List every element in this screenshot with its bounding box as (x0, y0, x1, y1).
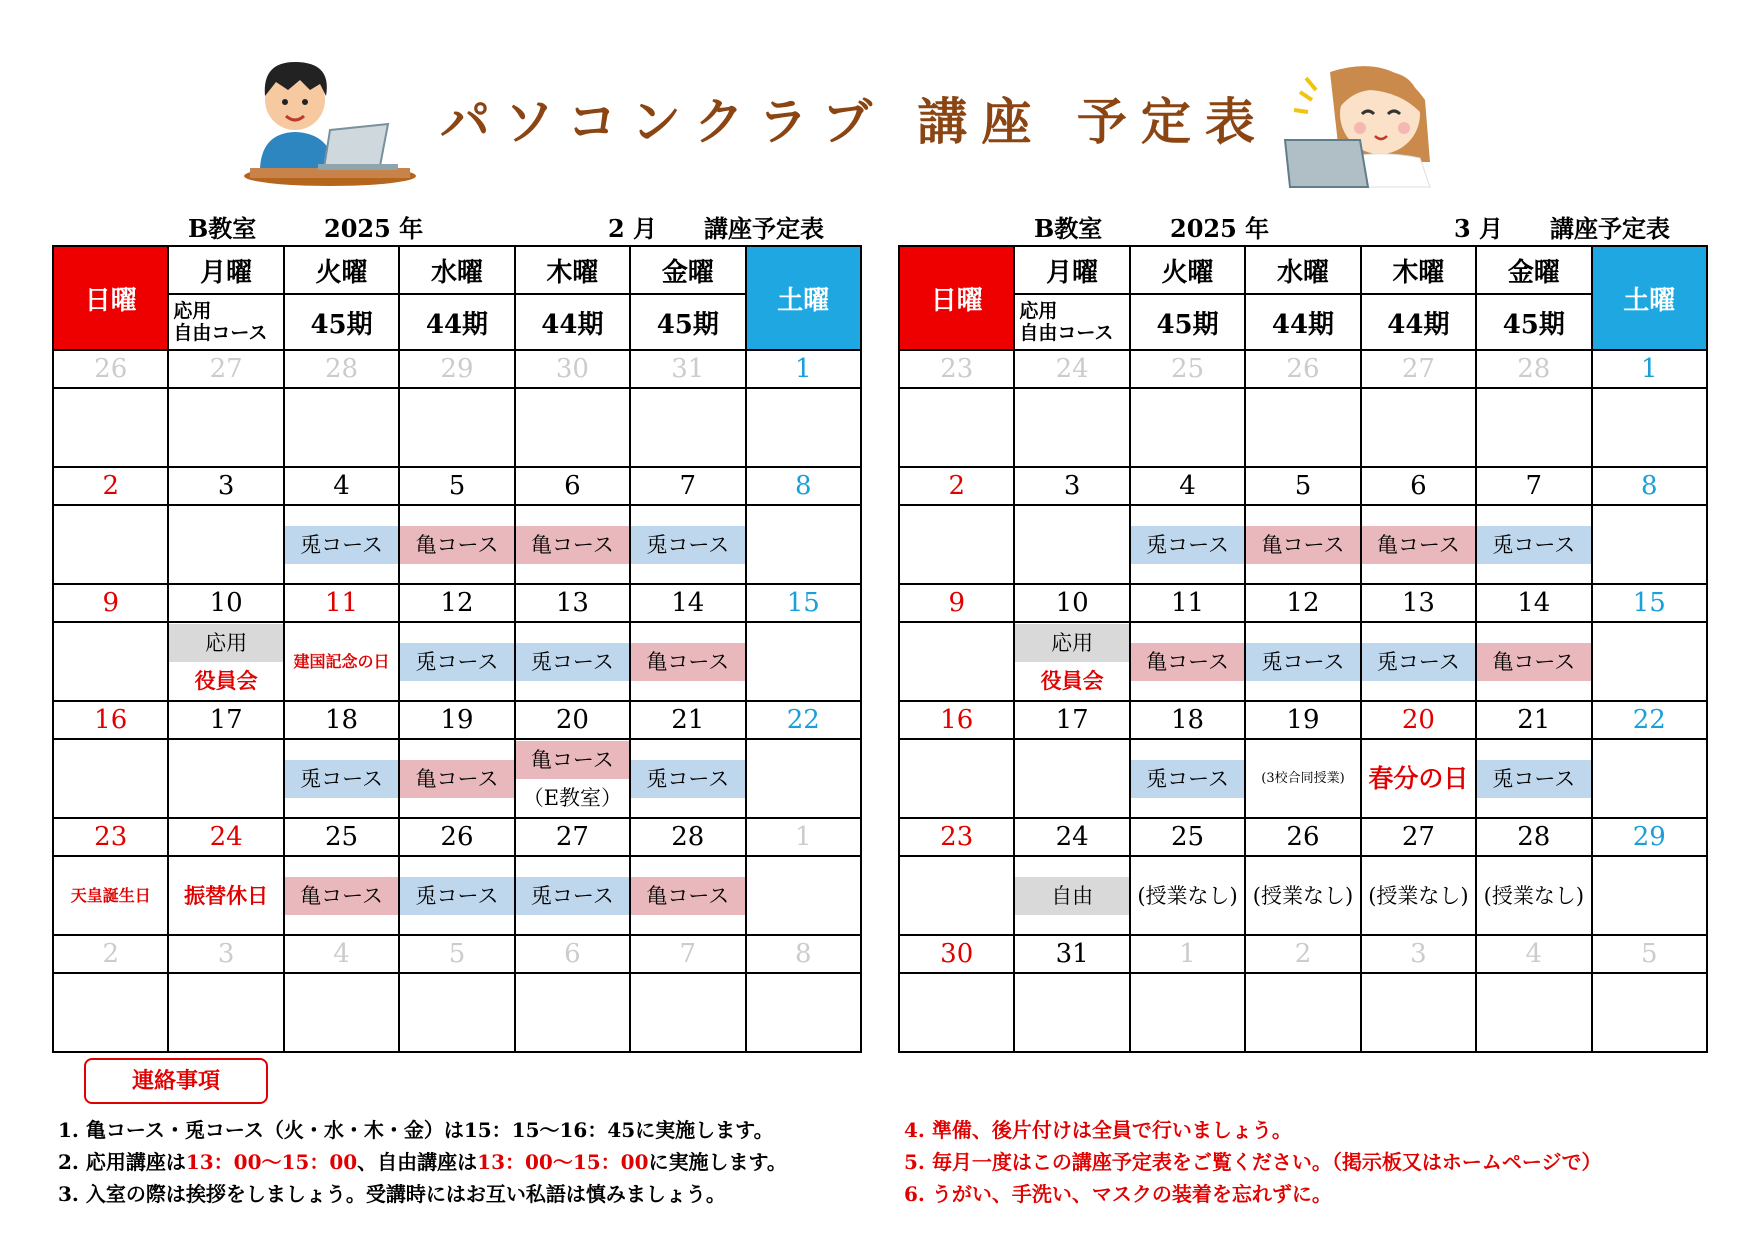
event-row (53, 739, 861, 818)
event-cell (515, 622, 630, 701)
event-label: 天皇誕生日 (70, 885, 151, 905)
event-cell (1361, 622, 1476, 701)
note-text: 2. 応用講座は (58, 1150, 186, 1174)
event-cell (899, 388, 1014, 467)
date-cell: 6 (1361, 467, 1476, 505)
event-cell (284, 388, 399, 467)
weekday-row (899, 246, 1707, 294)
room-label: B教室 (1034, 214, 1103, 243)
weekday-header: 火曜 (284, 246, 399, 294)
event-label: 兎コース (285, 760, 398, 798)
event-cell (899, 505, 1014, 584)
event-cell (1476, 505, 1591, 584)
event-label: 亀コース (631, 643, 744, 681)
note-text: 、自由講座は (357, 1150, 478, 1174)
period-cell: 45期 (1130, 294, 1245, 350)
weekday-header: 月曜 (168, 246, 283, 294)
event-label: 建国記念の日 (293, 651, 390, 671)
date-cell: 30 (899, 935, 1014, 973)
date-cell: 4 (284, 935, 399, 973)
period-line: 応用 (1019, 300, 1058, 322)
event-cell (746, 505, 861, 584)
date-cell: 22 (746, 701, 861, 739)
event-label: 兎コース (1477, 526, 1590, 564)
date-cell: 3 (168, 467, 283, 505)
event-label: 兎コース (516, 877, 629, 915)
weekday-header: 木曜 (515, 246, 630, 294)
event-cell (1592, 505, 1707, 584)
event-cell (1592, 622, 1707, 701)
note-time: 13：00～15：00 (477, 1150, 649, 1174)
note-line (58, 1146, 787, 1178)
event-cell (53, 856, 168, 935)
event-label: (授業なし) (1252, 883, 1354, 908)
event-label: 兎コース (631, 526, 744, 564)
calendar-header (52, 205, 860, 245)
note-text: 3. 入室の際は挨拶をしましょう。受講時にはお互い私語は慎みましょう。 (58, 1182, 726, 1206)
event-label: （E教室） (522, 785, 623, 810)
weekday-row (53, 246, 861, 294)
date-cell: 13 (1361, 584, 1476, 622)
event-cell (284, 856, 399, 935)
calendar-march (898, 205, 1706, 1053)
period-cell: 44期 (515, 294, 630, 350)
event-cell (1245, 856, 1360, 935)
date-cell: 31 (630, 350, 745, 388)
event-cell (515, 739, 630, 818)
date-cell: 1 (1130, 935, 1245, 973)
period-cell: 44期 (1361, 294, 1476, 350)
event-label: 亀コース (1131, 643, 1244, 681)
date-cell: 26 (1245, 818, 1360, 856)
date-cell: 27 (1361, 350, 1476, 388)
date-cell: 4 (1130, 467, 1245, 505)
date-row (899, 818, 1707, 856)
note-line (58, 1178, 787, 1210)
event-row (899, 388, 1707, 467)
event-row (53, 505, 861, 584)
event-cell (515, 388, 630, 467)
event-label: 亀コース (516, 526, 629, 564)
room-label: B教室 (188, 214, 257, 243)
note-text: に実施します。 (648, 1150, 787, 1174)
date-row (899, 350, 1707, 388)
date-cell: 11 (284, 584, 399, 622)
period-cell: 44期 (399, 294, 514, 350)
schedule-label: 講座予定表 (704, 214, 824, 243)
event-cell (1130, 739, 1245, 818)
month-label: 2 月 (608, 214, 658, 243)
event-row (899, 973, 1707, 1052)
date-cell: 1 (1592, 350, 1707, 388)
event-cell (284, 739, 399, 818)
event-cell (399, 973, 514, 1052)
date-row (899, 467, 1707, 505)
date-cell: 9 (53, 584, 168, 622)
event-label: 亀コース (400, 526, 513, 564)
date-cell: 8 (746, 935, 861, 973)
calendar-grid (52, 245, 862, 1053)
date-cell: 5 (399, 467, 514, 505)
note-line: 4. 準備、後片付けは全員で行いましょう。 (904, 1118, 1292, 1142)
event-cell (168, 505, 283, 584)
weekday-header: 金曜 (1476, 246, 1591, 294)
date-cell: 8 (746, 467, 861, 505)
date-cell: 4 (284, 467, 399, 505)
event-cell (1245, 973, 1360, 1052)
event-cell (630, 505, 745, 584)
date-cell: 1 (746, 818, 861, 856)
event-cell (1245, 505, 1360, 584)
date-cell: 7 (630, 935, 745, 973)
event-cell (1245, 739, 1360, 818)
notes-right (904, 1114, 1601, 1210)
date-row (899, 935, 1707, 973)
event-cell (1592, 973, 1707, 1052)
event-label: 亀コース (631, 877, 744, 915)
event-label: 兎コース (516, 643, 629, 681)
event-row (53, 973, 861, 1052)
date-cell: 20 (515, 701, 630, 739)
weekday-header: 水曜 (1245, 246, 1360, 294)
date-cell: 14 (630, 584, 745, 622)
schedule-label: 講座予定表 (1550, 214, 1670, 243)
date-cell: 4 (1476, 935, 1591, 973)
date-cell: 19 (1245, 701, 1360, 739)
date-cell: 29 (399, 350, 514, 388)
date-cell: 18 (1130, 701, 1245, 739)
event-cell (899, 973, 1014, 1052)
date-cell: 12 (399, 584, 514, 622)
event-label: 兎コース (400, 643, 513, 681)
event-cell (746, 739, 861, 818)
event-cell (515, 505, 630, 584)
date-row (53, 935, 861, 973)
weekday-header: 木曜 (1361, 246, 1476, 294)
note-line: 6. うがい、手洗い、マスクの装着を忘れずに。 (904, 1182, 1332, 1206)
event-cell (399, 388, 514, 467)
date-cell: 7 (1476, 467, 1591, 505)
calendar-header (898, 205, 1706, 245)
event-cell (1130, 856, 1245, 935)
weekday-saturday: 土曜 (1592, 246, 1707, 350)
date-cell: 26 (53, 350, 168, 388)
note-time: 13：00～15：00 (185, 1150, 358, 1174)
event-cell (399, 622, 514, 701)
event-cell (1014, 505, 1129, 584)
date-cell: 7 (630, 467, 745, 505)
event-label: 兎コース (1362, 643, 1475, 681)
date-cell: 3 (1361, 935, 1476, 973)
event-cell (1130, 505, 1245, 584)
date-cell: 16 (899, 701, 1014, 739)
date-cell: 1 (746, 350, 861, 388)
period-line: 自由コース (173, 322, 268, 344)
event-cell (1130, 622, 1245, 701)
event-cell (1592, 856, 1707, 935)
event-row (53, 622, 861, 701)
date-cell: 21 (630, 701, 745, 739)
event-cell (53, 622, 168, 701)
period-row (53, 294, 861, 350)
period-cell: 45期 (630, 294, 745, 350)
event-row (53, 856, 861, 935)
event-cell (899, 856, 1014, 935)
event-row (899, 856, 1707, 935)
period-cell-monday (1014, 294, 1129, 350)
date-cell: 17 (168, 701, 283, 739)
event-cell (630, 622, 745, 701)
date-cell: 8 (1592, 467, 1707, 505)
date-cell: 2 (899, 467, 1014, 505)
date-cell: 25 (284, 818, 399, 856)
event-cell (746, 856, 861, 935)
event-cell (399, 505, 514, 584)
page-title: パソコンクラブ 講座 予定表 (440, 92, 1269, 151)
date-cell: 27 (1361, 818, 1476, 856)
event-label: 亀コース (285, 877, 398, 915)
event-label: 応用 (1015, 624, 1128, 662)
date-row (53, 584, 861, 622)
event-cell (746, 973, 861, 1052)
date-cell: 31 (1014, 935, 1129, 973)
event-label: 役員会 (1040, 667, 1104, 693)
date-cell: 9 (899, 584, 1014, 622)
date-cell: 28 (284, 350, 399, 388)
date-cell: 27 (515, 818, 630, 856)
note-line (58, 1114, 787, 1146)
calendar-grid (898, 245, 1708, 1053)
note-line: 5. 毎月一度はこの講座予定表をご覧ください。（掲示板又はホームページで） (904, 1150, 1602, 1174)
event-cell (1361, 388, 1476, 467)
notes-label: 連絡事項 (84, 1058, 268, 1104)
year-label: 2025 年 (324, 214, 424, 243)
event-cell (899, 739, 1014, 818)
period-cell: 45期 (1476, 294, 1591, 350)
date-row (899, 584, 1707, 622)
event-cell (1014, 973, 1129, 1052)
date-row (899, 701, 1707, 739)
event-label: 兎コース (631, 760, 744, 798)
event-cell (399, 856, 514, 935)
date-cell: 24 (1014, 350, 1129, 388)
weekday-header: 金曜 (630, 246, 745, 294)
event-label: 兎コース (1477, 760, 1590, 798)
event-cell (899, 622, 1014, 701)
date-row (53, 467, 861, 505)
event-cell (1361, 856, 1476, 935)
weekday-header: 月曜 (1014, 246, 1129, 294)
date-cell: 24 (168, 818, 283, 856)
event-label: 兎コース (1131, 526, 1244, 564)
date-cell: 14 (1476, 584, 1591, 622)
event-cell (53, 388, 168, 467)
date-cell: 21 (1476, 701, 1591, 739)
event-cell (168, 973, 283, 1052)
period-row (899, 294, 1707, 350)
event-cell (1476, 856, 1591, 935)
woman-laptop-illustration (1280, 52, 1450, 192)
year-label: 2025 年 (1170, 214, 1270, 243)
date-cell: 20 (1361, 701, 1476, 739)
event-cell (284, 622, 399, 701)
event-cell (284, 973, 399, 1052)
event-cell (1476, 622, 1591, 701)
event-label: 役員会 (194, 667, 258, 693)
event-cell (1014, 856, 1129, 935)
event-cell (630, 388, 745, 467)
event-cell (1130, 388, 1245, 467)
date-cell: 5 (1245, 467, 1360, 505)
event-cell (1014, 622, 1129, 701)
event-cell (168, 388, 283, 467)
date-cell: 10 (168, 584, 283, 622)
date-row (53, 701, 861, 739)
event-cell (630, 856, 745, 935)
event-label: 兎コース (1131, 760, 1244, 798)
event-label: 亀コース (1477, 643, 1590, 681)
event-label: 兎コース (1246, 643, 1359, 681)
event-cell (1476, 739, 1591, 818)
date-cell: 25 (1130, 350, 1245, 388)
event-cell (1592, 739, 1707, 818)
event-label: 兎コース (400, 877, 513, 915)
date-cell: 23 (53, 818, 168, 856)
period-cell: 44期 (1245, 294, 1360, 350)
date-cell: 26 (1245, 350, 1360, 388)
event-label: 亀コース (1246, 526, 1359, 564)
event-cell (53, 973, 168, 1052)
event-label: 応用 (169, 624, 282, 662)
weekday-header: 水曜 (399, 246, 514, 294)
event-label: 自由 (1015, 877, 1128, 915)
event-cell (1476, 973, 1591, 1052)
event-row (53, 388, 861, 467)
date-cell: 27 (168, 350, 283, 388)
date-cell: 22 (1592, 701, 1707, 739)
event-cell (53, 739, 168, 818)
date-cell: 2 (53, 935, 168, 973)
period-cell: 45期 (284, 294, 399, 350)
event-cell (168, 739, 283, 818)
event-label: (授業なし) (1483, 883, 1585, 908)
event-label: (授業なし) (1368, 883, 1469, 908)
date-cell: 11 (1130, 584, 1245, 622)
event-cell (1476, 388, 1591, 467)
event-cell (515, 856, 630, 935)
period-cell-monday (168, 294, 283, 350)
date-cell: 18 (284, 701, 399, 739)
date-cell: 15 (1592, 584, 1707, 622)
weekday-sunday: 日曜 (53, 246, 168, 350)
date-row (53, 818, 861, 856)
event-cell (1130, 973, 1245, 1052)
event-cell (1361, 505, 1476, 584)
event-row (899, 622, 1707, 701)
date-row (53, 350, 861, 388)
event-cell (168, 856, 283, 935)
event-cell (53, 505, 168, 584)
event-cell (1014, 388, 1129, 467)
date-cell: 3 (1014, 467, 1129, 505)
event-label: 振替休日 (184, 882, 269, 908)
event-cell (1361, 973, 1476, 1052)
date-cell: 12 (1245, 584, 1360, 622)
event-label: (授業なし) (1137, 883, 1238, 908)
date-cell: 30 (515, 350, 630, 388)
date-cell: 23 (899, 818, 1014, 856)
date-cell: 6 (515, 935, 630, 973)
date-cell: 25 (1130, 818, 1245, 856)
date-cell: 13 (515, 584, 630, 622)
event-cell (746, 388, 861, 467)
event-label: 亀コース (516, 741, 629, 779)
date-cell: 3 (168, 935, 283, 973)
period-line: 応用 (173, 300, 212, 322)
notes-left (58, 1114, 787, 1210)
event-row (899, 739, 1707, 818)
boy-laptop-illustration (240, 48, 420, 193)
period-line: 自由コース (1019, 322, 1114, 344)
date-cell: 29 (1592, 818, 1707, 856)
weekday-sunday: 日曜 (899, 246, 1014, 350)
event-label: (3校合同授業) (1261, 770, 1345, 786)
date-cell: 23 (899, 350, 1014, 388)
date-cell: 2 (1245, 935, 1360, 973)
event-label: 春分の日 (1368, 763, 1469, 793)
event-cell (630, 973, 745, 1052)
weekday-saturday: 土曜 (746, 246, 861, 350)
event-label: 亀コース (1362, 526, 1475, 564)
date-cell: 6 (515, 467, 630, 505)
date-cell: 5 (1592, 935, 1707, 973)
date-cell: 17 (1014, 701, 1129, 739)
event-row (899, 505, 1707, 584)
date-cell: 2 (53, 467, 168, 505)
note-text: 1. 亀コース・兎コース（火・水・木・金）は15：15～16：45に実施します。 (58, 1118, 774, 1142)
event-cell (746, 622, 861, 701)
date-cell: 10 (1014, 584, 1129, 622)
event-cell (1245, 388, 1360, 467)
month-label: 3 月 (1454, 214, 1504, 243)
event-cell (1592, 388, 1707, 467)
date-cell: 24 (1014, 818, 1129, 856)
date-cell: 28 (1476, 818, 1591, 856)
event-cell (1361, 739, 1476, 818)
date-cell: 28 (1476, 350, 1591, 388)
event-label: 兎コース (285, 526, 398, 564)
date-cell: 26 (399, 818, 514, 856)
event-cell (1014, 739, 1129, 818)
date-cell: 28 (630, 818, 745, 856)
event-cell (284, 505, 399, 584)
event-label: 亀コース (400, 760, 513, 798)
event-cell (168, 622, 283, 701)
calendar-february (52, 205, 860, 1053)
date-cell: 19 (399, 701, 514, 739)
event-cell (399, 739, 514, 818)
event-cell (515, 973, 630, 1052)
date-cell: 16 (53, 701, 168, 739)
date-cell: 5 (399, 935, 514, 973)
weekday-header: 火曜 (1130, 246, 1245, 294)
date-cell: 15 (746, 584, 861, 622)
event-cell (1245, 622, 1360, 701)
event-cell (630, 739, 745, 818)
